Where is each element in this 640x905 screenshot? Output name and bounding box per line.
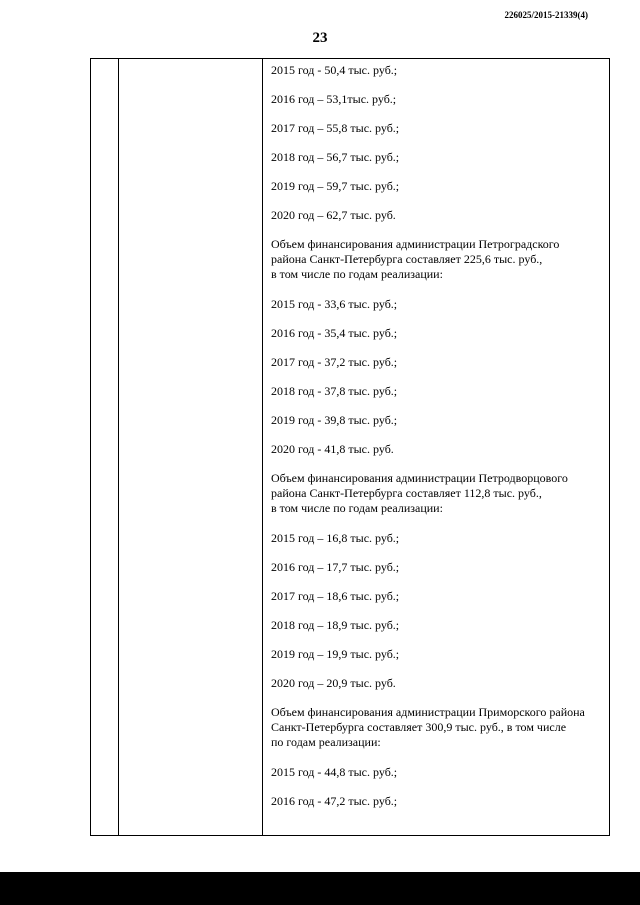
financing-paragraph bbox=[271, 237, 606, 282]
year-amount-line: 2016 год – 17,7 тыс. руб.; bbox=[271, 560, 400, 574]
year-amount-line: 2015 год - 33,6 тыс. руб.; bbox=[271, 297, 398, 311]
year-amount-line: 2018 год – 18,9 тыс. руб.; bbox=[271, 618, 400, 632]
paragraph-line: Санкт-Петербурга составляет 300,9 тыс. руб., в том числе bbox=[271, 720, 567, 734]
paragraph-line: Объем финансирования администрации Петродворцового bbox=[271, 471, 568, 485]
table-column-divider bbox=[262, 59, 263, 835]
financing-paragraph bbox=[271, 471, 606, 516]
year-amount-line: 2018 год - 37,8 тыс. руб.; bbox=[271, 384, 398, 398]
financing-text-cell bbox=[271, 63, 606, 823]
year-amount-line: 2020 год - 41,8 тыс. руб. bbox=[271, 442, 394, 456]
year-amount-line: 2015 год - 44,8 тыс. руб.; bbox=[271, 765, 398, 779]
financing-paragraph bbox=[271, 705, 606, 750]
paragraph-line: района Санкт-Петербурга составляет 225,6 тыс. руб., bbox=[271, 252, 543, 266]
page-number: 23 bbox=[312, 30, 328, 46]
year-amount-line: 2015 год - 50,4 тыс. руб.; bbox=[271, 63, 398, 77]
year-amount-line: 2020 год – 20,9 тыс. руб. bbox=[271, 676, 396, 690]
scan-bottom-border bbox=[0, 872, 640, 905]
year-amount-line: 2019 год – 59,7 тыс. руб.; bbox=[271, 179, 400, 193]
year-amount-line: 2019 год - 39,8 тыс. руб.; bbox=[271, 413, 398, 427]
year-amount-line: 2019 год – 19,9 тыс. руб.; bbox=[271, 647, 400, 661]
paragraph-line: в том числе по годам реализации: bbox=[271, 267, 443, 281]
financing-table bbox=[90, 58, 610, 836]
paragraph-line: Объем финансирования администрации Петроградского bbox=[271, 237, 560, 251]
paragraph-line: Объем финансирования администрации Приморского района bbox=[271, 705, 585, 719]
year-amount-line: 2016 год – 53,1тыс. руб.; bbox=[271, 92, 397, 106]
year-amount-line: 2017 год - 37,2 тыс. руб.; bbox=[271, 355, 398, 369]
year-amount-line: 2016 год - 47,2 тыс. руб.; bbox=[271, 794, 398, 808]
paragraph-line: района Санкт-Петербурга составляет 112,8 тыс. руб., bbox=[271, 486, 542, 500]
year-amount-line: 2017 год – 18,6 тыс. руб.; bbox=[271, 589, 400, 603]
year-amount-line: 2017 год – 55,8 тыс. руб.; bbox=[271, 121, 400, 135]
table-column-divider bbox=[118, 59, 119, 835]
paragraph-line: по годам реализации: bbox=[271, 735, 381, 749]
year-amount-line: 2015 год – 16,8 тыс. руб.; bbox=[271, 531, 400, 545]
paragraph-line: в том числе по годам реализации: bbox=[271, 501, 443, 515]
year-amount-line: 2016 год - 35,4 тыс. руб.; bbox=[271, 326, 398, 340]
year-amount-line: 2020 год – 62,7 тыс. руб. bbox=[271, 208, 396, 222]
document-id: 226025/2015-21339(4) bbox=[504, 10, 588, 20]
year-amount-line: 2018 год – 56,7 тыс. руб.; bbox=[271, 150, 400, 164]
